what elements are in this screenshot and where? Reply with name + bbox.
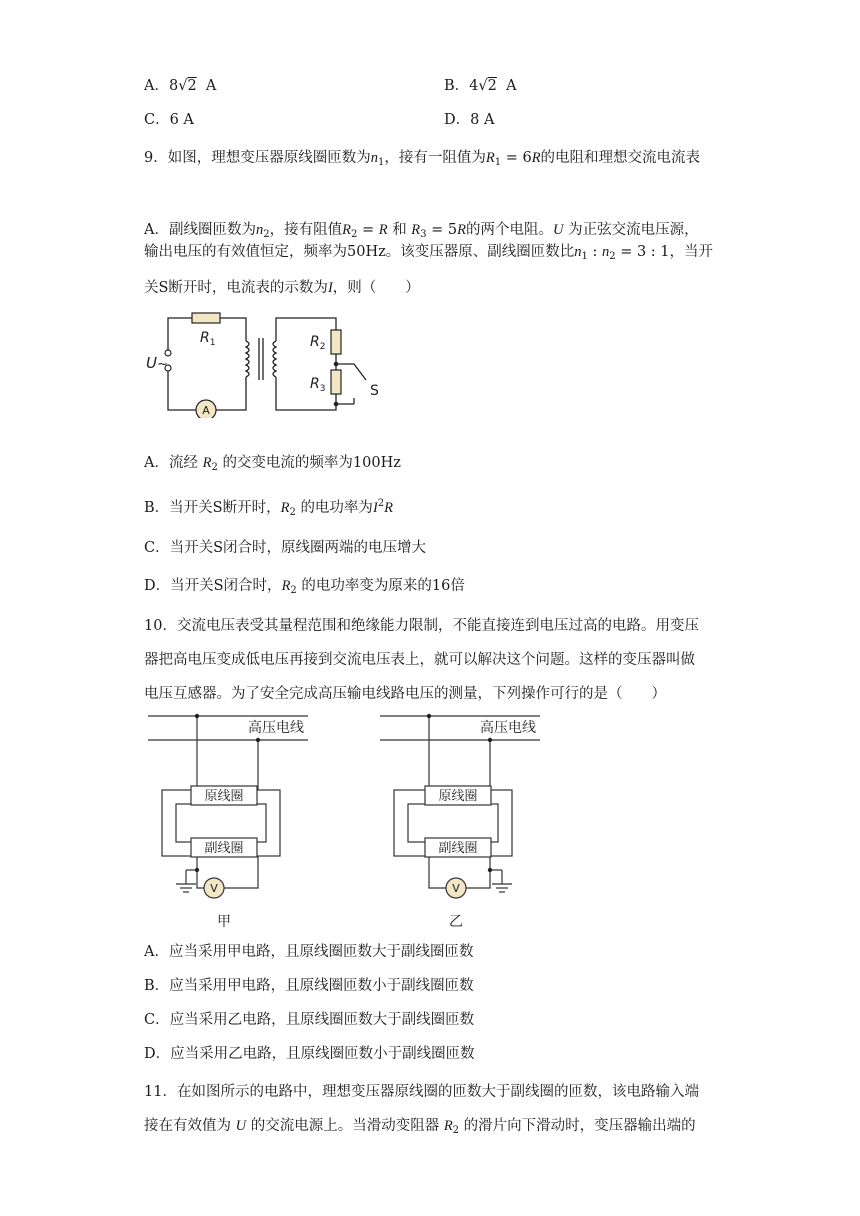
q9-stem-line-2: A．副线圈匝数为$n_2$，接有阻值$R_2 = R$ 和 $R_3 = 5R$的两个电阻。U 为正弦交流电压源，: [144, 222, 699, 240]
q10-left-primary-label: 原线圈: [204, 789, 244, 804]
q11-stem-line-2: 接在有效值为 U 的交流电源上。当滑动变阻器 $R_2$ 的滑片向下滑动时，变压器输出端的: [144, 1118, 696, 1136]
q10-right-secondary-label: 副线圈: [438, 841, 478, 856]
q9-resistor-r2: [331, 330, 341, 354]
q10-caption-left: 甲: [217, 914, 231, 930]
q10-option-c: C．应当采用乙电路，且原线圈匝数大于副线圈匝数: [144, 1012, 475, 1028]
q8-option-d: D．8 A: [444, 112, 495, 128]
q10-option-a: A．应当采用甲电路，且原线圈匝数大于副线圈匝数: [144, 944, 474, 960]
q9-option-b: B．当开关S断开时，$R_2$ 的电功率为$I^2R$: [144, 498, 394, 518]
q9-option-a: A．流经 $R_2$ 的交变电流的频率为100Hz: [144, 455, 401, 473]
q10-right-wire-label: 高压电线: [480, 720, 536, 736]
q9-label-r2: $R_2$: [310, 334, 326, 352]
q9-source-terminal-top: [165, 350, 171, 356]
q9-label-s: S: [370, 383, 379, 399]
q10-stem-line-3: 电压互感器。为了安全完成高压输电线路电压的测量，下列操作可行的是（ ）: [144, 686, 666, 702]
q9-stem-line-4: 关S断开时，电流表的示数为I，则（ ）: [144, 280, 420, 296]
q9-option-d: D．当开关S闭合时，$R_2$ 的电功率变为原来的16倍: [144, 578, 465, 596]
q9-stem-line-3: 输出电压的有效值恒定，频率为50Hz。该变压器原、副线圈匝数比$n_1$ : $n_2 = 3$ : 1，当开: [144, 244, 714, 262]
q9-label-r3: $R_3$: [310, 376, 326, 394]
q10-left-secondary-label: 副线圈: [204, 841, 244, 856]
q10-circuit-figure: [140, 708, 560, 936]
q10-right-primary-label: 原线圈: [438, 789, 478, 804]
q10-option-d: D．应当采用乙电路，且原线圈匝数小于副线圈匝数: [144, 1046, 475, 1062]
q9-ammeter-label: A: [202, 404, 210, 417]
q10-left-voltmeter-label: V: [210, 882, 218, 895]
q10-right-voltmeter-label: V: [452, 882, 460, 895]
q9-label-r1: $R_1$: [200, 330, 216, 348]
q8-option-a: A．8√2 A: [144, 78, 217, 94]
q9-option-c: C．当开关S闭合时，原线圈两端的电压增大: [144, 540, 427, 556]
q10-stem-line-2: 器把高电压变成低电压再接到交流电压表上，就可以解决这个问题。这样的变压器叫做: [144, 652, 695, 668]
q9-resistor-r3: [331, 370, 341, 394]
q10-caption-right: 乙: [449, 914, 463, 930]
q11-stem-line-1: 11．在如图所示的电路中，理想变压器原线圈的匝数大于副线圈的匝数，该电路输入端: [144, 1084, 699, 1100]
q8-option-c: C．6 A: [144, 112, 194, 128]
q10-left-wire-label: 高压电线: [248, 720, 304, 736]
q9-label-u: U~: [146, 354, 168, 372]
q10-stem-line-1: 10．交流电压表受其量程范围和绝缘能力限制，不能直接连到电压过高的电路。用变压: [144, 618, 699, 634]
q9-stem-line-1: 9．如图，理想变压器原线圈匝数为$n_1$，接有一阻值为$R_1 = 6R$的电阻和理想交流电流表: [144, 150, 701, 168]
q8-option-b: B．4√2 A: [444, 78, 517, 94]
q9-resistor-r1: [192, 313, 220, 323]
q9-circuit-figure: [140, 308, 400, 418]
q10-option-b: B．应当采用甲电路，且原线圈匝数小于副线圈匝数: [144, 978, 474, 994]
